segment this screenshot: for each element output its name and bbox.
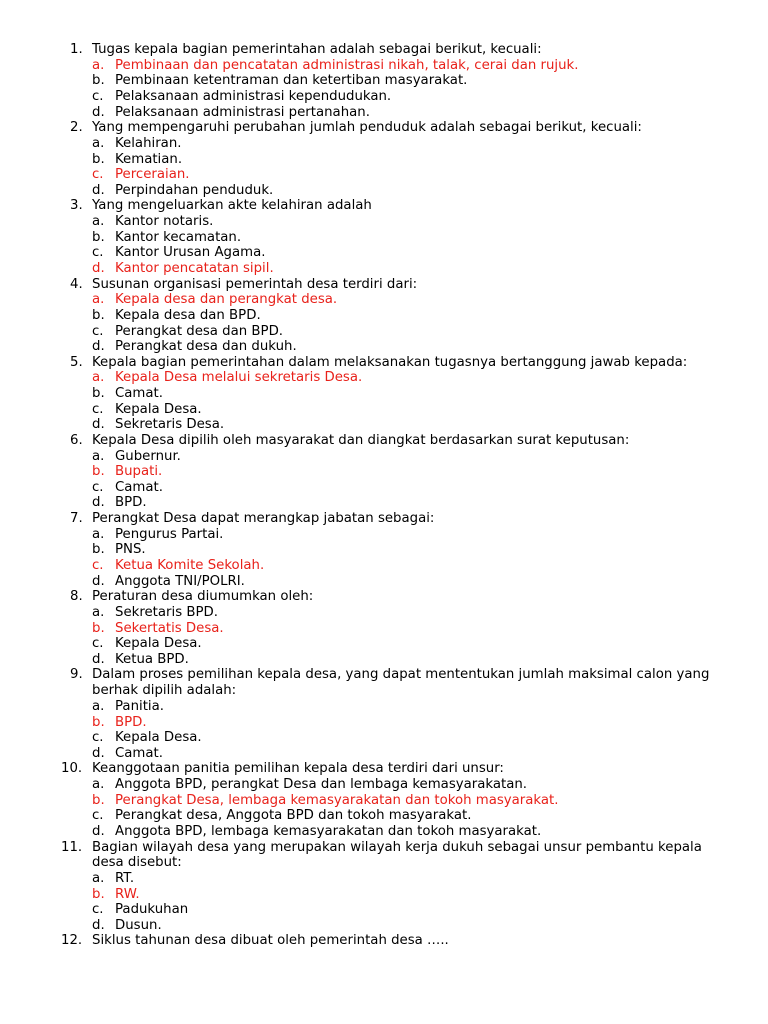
question-item bbox=[0, 277, 768, 355]
answer-option bbox=[92, 402, 720, 418]
answer-option bbox=[92, 777, 720, 793]
option-letter: b. bbox=[92, 151, 105, 167]
option-text: Pelaksanaan administrasi kependudukan. bbox=[115, 88, 392, 104]
option-text: Kepala desa dan BPD. bbox=[115, 307, 261, 323]
question-text: Tugas kepala bagian pemerintahan adalah sebagai berikut, kecuali: bbox=[92, 42, 542, 57]
question-item bbox=[0, 840, 768, 934]
option-letter: d. bbox=[92, 495, 105, 511]
answer-option bbox=[92, 308, 720, 324]
question-text: Kepala bagian pemerintahan dalam melaksanakan tugasnya bertanggung jawab kepada: bbox=[92, 354, 688, 370]
option-letter: d. bbox=[92, 104, 105, 120]
option-letter: a. bbox=[92, 370, 105, 386]
question-number: 2. bbox=[70, 120, 83, 136]
option-letter: d. bbox=[92, 651, 105, 667]
question-number: 6. bbox=[70, 432, 83, 448]
answer-option bbox=[92, 730, 720, 746]
option-letter: c. bbox=[92, 479, 104, 495]
option-text: Kematian. bbox=[115, 151, 183, 167]
answer-option bbox=[92, 652, 720, 668]
option-letter: d. bbox=[92, 823, 105, 839]
answer-option bbox=[92, 324, 720, 340]
question-item bbox=[0, 433, 768, 511]
option-text: Padukuhan bbox=[115, 902, 189, 918]
option-text: Kantor pencatatan sipil. bbox=[115, 260, 274, 276]
option-letter: b. bbox=[92, 792, 105, 808]
question-text: Susunan organisasi pemerintah desa terdiri dari: bbox=[92, 276, 418, 292]
option-letter: a. bbox=[92, 605, 105, 620]
option-text: BPD. bbox=[115, 714, 147, 730]
answer-option bbox=[92, 495, 720, 511]
option-letter: d. bbox=[92, 573, 105, 589]
answer-option bbox=[92, 183, 720, 199]
question-number: 3. bbox=[70, 198, 83, 214]
question-number: 12. bbox=[61, 933, 83, 949]
option-text: Kepala Desa melalui sekretaris Desa. bbox=[115, 370, 363, 386]
option-letter: b. bbox=[92, 73, 105, 89]
option-text: Pembinaan dan pencatatan administrasi nikah, talak, cerai dan rujuk. bbox=[115, 57, 579, 73]
option-letter: d. bbox=[92, 417, 105, 433]
option-text: Ketua BPD. bbox=[115, 651, 189, 667]
option-text: Kepala Desa. bbox=[115, 636, 202, 652]
answer-option bbox=[92, 449, 720, 465]
answer-option bbox=[92, 339, 720, 355]
option-letter: d. bbox=[92, 260, 105, 276]
option-letter: a. bbox=[92, 135, 105, 151]
answer-option bbox=[92, 480, 720, 496]
option-letter: c. bbox=[92, 636, 104, 652]
answer-option-correct bbox=[92, 370, 720, 386]
question-text: Siklus tahunan desa dibuat oleh pemerintah desa ….. bbox=[92, 933, 449, 949]
option-text: Kantor kecamatan. bbox=[115, 229, 242, 245]
question-text: Keanggotaan panitia pemilihan kepala desa terdiri dari unsur: bbox=[92, 761, 504, 777]
question-text: Dalam proses pemilihan kepala desa, yang dapat mententukan jumlah maksimal calon yang berhak dipilih adalah: bbox=[92, 667, 710, 699]
option-letter: a. bbox=[92, 214, 105, 230]
option-letter: d. bbox=[92, 745, 105, 761]
question-item bbox=[0, 667, 768, 761]
answer-option-correct bbox=[92, 464, 720, 480]
answer-option bbox=[92, 230, 720, 246]
answer-option bbox=[92, 902, 720, 918]
option-text: Anggota BPD, lembaga kemasyarakatan dan tokoh masyarakat. bbox=[115, 823, 542, 839]
question-number: 7. bbox=[70, 511, 83, 527]
answer-option bbox=[92, 808, 720, 824]
answer-option bbox=[92, 871, 720, 887]
question-text: Bagian wilayah desa yang merupakan wilayah kerja dukuh sebagai unsur pembantu kepala desa disebut: bbox=[92, 839, 702, 871]
option-text: Perceraian. bbox=[115, 167, 190, 183]
option-letter: b. bbox=[92, 386, 105, 402]
answer-option bbox=[92, 105, 720, 121]
option-text: Kantor notaris. bbox=[115, 214, 214, 230]
question-text: Yang mempengaruhi perubahan jumlah penduduk adalah sebagai berikut, kecuali: bbox=[92, 120, 642, 136]
option-letter: a. bbox=[92, 292, 105, 308]
answer-option bbox=[92, 152, 720, 168]
option-text: Kantor Urusan Agama. bbox=[115, 245, 266, 261]
answer-option bbox=[92, 245, 720, 261]
answer-option-correct bbox=[92, 621, 720, 637]
question-item bbox=[0, 511, 768, 589]
option-text: Camat. bbox=[115, 386, 163, 402]
answer-option bbox=[92, 574, 720, 590]
answer-option-correct bbox=[92, 58, 720, 74]
option-letter: c. bbox=[92, 808, 104, 824]
option-text: Perangkat desa dan BPD. bbox=[115, 323, 284, 339]
question-item bbox=[0, 355, 768, 433]
question-item bbox=[0, 198, 768, 276]
option-letter: c. bbox=[92, 323, 104, 339]
answer-option-correct bbox=[92, 261, 720, 277]
option-letter: a. bbox=[92, 871, 105, 887]
option-letter: a. bbox=[92, 526, 105, 542]
option-text: PNS. bbox=[115, 542, 146, 558]
question-item bbox=[0, 120, 768, 198]
answer-option bbox=[92, 527, 720, 543]
answer-option bbox=[92, 824, 720, 840]
option-text: Kepala Desa. bbox=[115, 401, 202, 417]
option-text: Pelaksanaan administrasi pertanahan. bbox=[115, 104, 370, 120]
option-text: Anggota TNI/POLRI. bbox=[115, 573, 245, 589]
answer-option bbox=[92, 542, 720, 558]
option-letter: a. bbox=[92, 448, 105, 464]
option-letter: c. bbox=[92, 245, 104, 261]
question-text: Kepala Desa dipilih oleh masyarakat dan diangkat berdasarkan surat keputusan: bbox=[92, 432, 630, 448]
option-letter: a. bbox=[92, 698, 105, 714]
option-text: Ketua Komite Sekolah. bbox=[115, 558, 265, 574]
option-text: Sekertatis Desa. bbox=[115, 620, 224, 636]
question-number: 1. bbox=[70, 42, 83, 57]
option-text: Anggota BPD, perangkat Desa dan lembaga kemasyarakatan. bbox=[115, 777, 528, 793]
option-text: Sekretaris Desa. bbox=[115, 417, 225, 433]
question-number: 9. bbox=[70, 667, 83, 683]
answer-option bbox=[92, 605, 720, 621]
question-number: 10. bbox=[61, 761, 83, 777]
option-text: Dusun. bbox=[115, 917, 162, 933]
answer-option bbox=[92, 386, 720, 402]
option-letter: c. bbox=[92, 88, 104, 104]
option-letter: c. bbox=[92, 167, 104, 183]
option-text: Kelahiran. bbox=[115, 135, 182, 151]
answer-option bbox=[92, 417, 720, 433]
option-text: Perpindahan penduduk. bbox=[115, 182, 274, 198]
question-text: Peraturan desa diumumkan oleh: bbox=[92, 589, 314, 605]
option-letter: b. bbox=[92, 542, 105, 558]
option-text: Camat. bbox=[115, 745, 163, 761]
answer-option bbox=[92, 746, 720, 762]
option-text: Sekretaris BPD. bbox=[115, 605, 218, 620]
answer-option-correct bbox=[92, 558, 720, 574]
question-item bbox=[0, 589, 768, 667]
answer-option-correct bbox=[92, 887, 720, 903]
option-text: Kepala desa dan perangkat desa. bbox=[115, 292, 338, 308]
option-letter: a. bbox=[92, 57, 105, 73]
question-number: 5. bbox=[70, 354, 83, 370]
option-text: Perangkat Desa, lembaga kemasyarakatan dan tokoh masyarakat. bbox=[115, 792, 559, 808]
answer-option bbox=[92, 636, 720, 652]
option-text: Bupati. bbox=[115, 464, 163, 480]
question-item bbox=[0, 933, 768, 949]
answer-option-correct bbox=[92, 715, 720, 731]
question-number: 11. bbox=[61, 839, 83, 855]
option-text: Pengurus Partai. bbox=[115, 526, 224, 542]
option-letter: b. bbox=[92, 714, 105, 730]
option-text: Pembinaan ketentraman dan ketertiban masyarakat. bbox=[115, 73, 468, 89]
answer-option-correct bbox=[92, 793, 720, 809]
option-text: Gubernur. bbox=[115, 448, 181, 464]
answer-option bbox=[92, 699, 720, 715]
option-letter: b. bbox=[92, 464, 105, 480]
option-letter: b. bbox=[92, 229, 105, 245]
option-text: RT. bbox=[115, 871, 135, 887]
option-letter: a. bbox=[92, 777, 105, 793]
option-letter: b. bbox=[92, 307, 105, 323]
option-text: RW. bbox=[115, 886, 140, 902]
question-item bbox=[0, 761, 768, 839]
question-item bbox=[0, 42, 768, 120]
option-letter: c. bbox=[92, 401, 104, 417]
option-letter: c. bbox=[92, 730, 104, 746]
answer-option bbox=[92, 73, 720, 89]
option-text: Panitia. bbox=[115, 698, 164, 714]
option-letter: c. bbox=[92, 902, 104, 918]
option-text: BPD. bbox=[115, 495, 147, 511]
question-text: Yang mengeluarkan akte kelahiran adalah bbox=[92, 198, 372, 214]
option-letter: d. bbox=[92, 917, 105, 933]
option-letter: d. bbox=[92, 339, 105, 355]
answer-option bbox=[92, 136, 720, 152]
option-letter: b. bbox=[92, 620, 105, 636]
option-letter: d. bbox=[92, 182, 105, 198]
answer-option bbox=[92, 89, 720, 105]
option-text: Perangkat desa dan dukuh. bbox=[115, 339, 297, 355]
option-letter: b. bbox=[92, 886, 105, 902]
option-text: Kepala Desa. bbox=[115, 730, 202, 746]
option-letter: c. bbox=[92, 558, 104, 574]
option-text: Camat. bbox=[115, 479, 163, 495]
answer-option bbox=[92, 214, 720, 230]
question-number: 4. bbox=[70, 276, 83, 292]
answer-option-correct bbox=[92, 167, 720, 183]
option-text: Perangkat desa, Anggota BPD dan tokoh masyarakat. bbox=[115, 808, 472, 824]
answer-option-correct bbox=[92, 292, 720, 308]
answer-option bbox=[92, 918, 720, 934]
question-number: 8. bbox=[70, 589, 83, 605]
question-text: Perangkat Desa dapat merangkap jabatan sebagai: bbox=[92, 511, 435, 527]
